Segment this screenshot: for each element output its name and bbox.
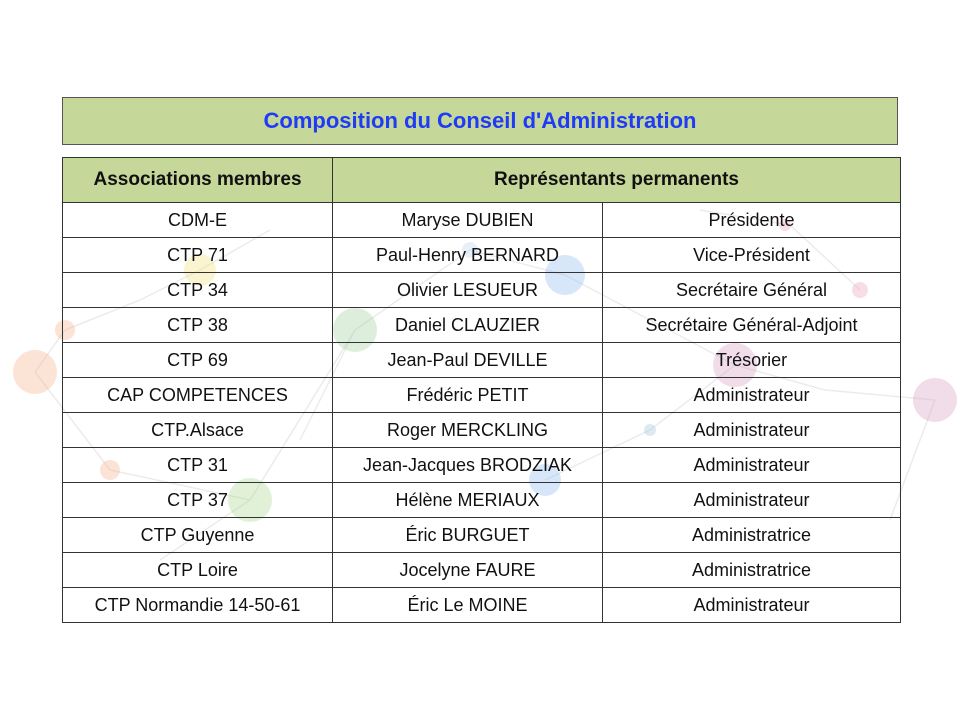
table-header-row <box>63 158 901 203</box>
header-associations: Associations membres <box>63 158 333 203</box>
role-cell: Administrateur <box>603 483 901 518</box>
association-cell: CTP 69 <box>63 343 333 378</box>
role-cell: Administrateur <box>603 588 901 623</box>
role-cell: Présidente <box>603 203 901 238</box>
association-cell: CTP.Alsace <box>63 413 333 448</box>
role-cell: Administrateur <box>603 378 901 413</box>
representative-name-cell: Hélène MERIAUX <box>333 483 603 518</box>
role-cell: Secrétaire Général <box>603 273 901 308</box>
association-cell: CTP 71 <box>63 238 333 273</box>
representative-name-cell: Jean-Paul DEVILLE <box>333 343 603 378</box>
representative-name-cell: Frédéric PETIT <box>333 378 603 413</box>
representative-name-cell: Jocelyne FAURE <box>333 553 603 588</box>
representative-name-cell: Maryse DUBIEN <box>333 203 603 238</box>
association-cell: CTP Guyenne <box>63 518 333 553</box>
representative-name-cell: Jean-Jacques BRODZIAK <box>333 448 603 483</box>
role-cell: Trésorier <box>603 343 901 378</box>
table-row <box>63 343 901 378</box>
board-composition-table <box>62 157 901 623</box>
header-representatives: Représentants permanents <box>333 158 901 203</box>
table-row <box>63 308 901 343</box>
representative-name-cell: Paul-Henry BERNARD <box>333 238 603 273</box>
role-cell: Administrateur <box>603 448 901 483</box>
page-title: Composition du Conseil d'Administration <box>263 108 697 133</box>
representative-name-cell: Daniel CLAUZIER <box>333 308 603 343</box>
association-cell: CTP Normandie 14-50-61 <box>63 588 333 623</box>
table-row <box>63 588 901 623</box>
table-row <box>63 238 901 273</box>
representative-name-cell: Roger MERCKLING <box>333 413 603 448</box>
role-cell: Administrateur <box>603 413 901 448</box>
table-row <box>63 553 901 588</box>
association-cell: CTP 34 <box>63 273 333 308</box>
association-cell: CTP Loire <box>63 553 333 588</box>
role-cell: Administratrice <box>603 518 901 553</box>
association-cell: CAP COMPETENCES <box>63 378 333 413</box>
association-cell: CDM-E <box>63 203 333 238</box>
association-cell: CTP 38 <box>63 308 333 343</box>
role-cell: Vice-Président <box>603 238 901 273</box>
table-row <box>63 413 901 448</box>
association-cell: CTP 31 <box>63 448 333 483</box>
role-cell: Administratrice <box>603 553 901 588</box>
table-row <box>63 518 901 553</box>
association-cell: CTP 37 <box>63 483 333 518</box>
representative-name-cell: Olivier LESUEUR <box>333 273 603 308</box>
representative-name-cell: Éric Le MOINE <box>333 588 603 623</box>
table-row <box>63 203 901 238</box>
title-banner <box>62 97 898 145</box>
representative-name-cell: Éric BURGUET <box>333 518 603 553</box>
table-row <box>63 378 901 413</box>
table-row <box>63 273 901 308</box>
role-cell: Secrétaire Général-Adjoint <box>603 308 901 343</box>
table-row <box>63 448 901 483</box>
table-row <box>63 483 901 518</box>
